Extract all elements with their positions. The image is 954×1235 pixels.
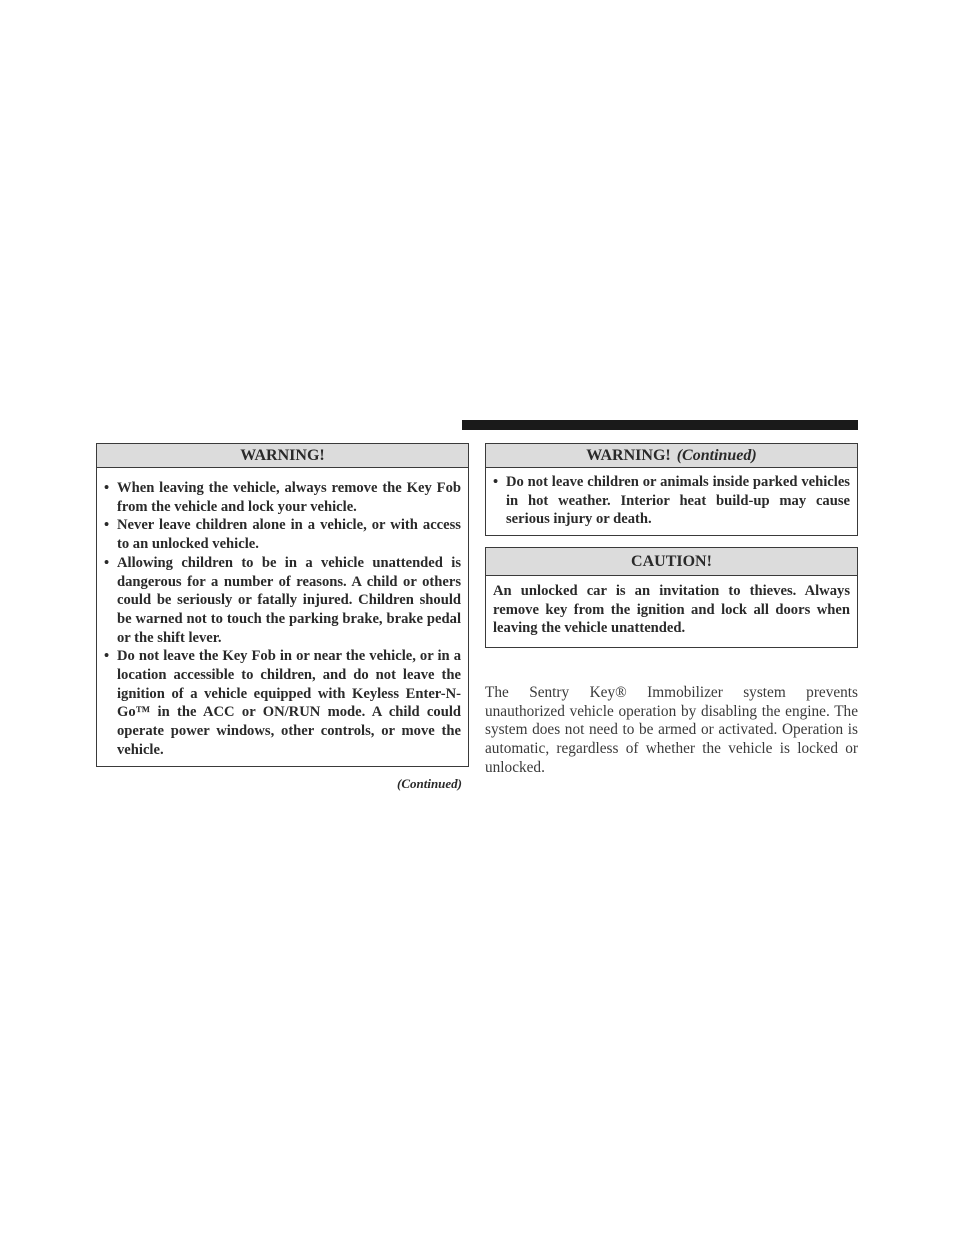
warning-item: • When leaving the vehicle, always remove the Key Fob from the vehicle and lock your vehicle. [104, 479, 461, 516]
warning-box [96, 443, 469, 767]
warning-list [104, 479, 461, 760]
warning-title: WARNING! [97, 444, 468, 468]
warning-item: • Allowing children to be in a vehicle unattended is dangerous for a number of reasons. A child or others could be seriously or fatally injured. Children should be warned not to touch the parking brake, brake pedal or the shift lever. [104, 554, 461, 648]
warning-continued-body [486, 468, 857, 529]
continued-label: (Continued) [396, 776, 462, 791]
warning-continued-item: • Do not leave children or animals inside parked vehicles in hot weather. Interior heat build-up may cause serious injury or death. [493, 473, 850, 529]
warning-item: • Never leave children alone in a vehicle, or with access to an unlocked vehicle. [104, 516, 461, 553]
immobilizer-paragraph: The Sentry Key® Immobilizer system prevents unauthorized vehicle operation by disabling the engine. The system does not need to be armed or activated. Operation is automatic, regardless of whether the vehicle is locked or unlocked. [485, 684, 858, 776]
warning-continued-list [493, 473, 850, 529]
warning-item: • Do not leave the Key Fob in or near the vehicle, or in a location accessible to children, and do not leave the ignition of a vehicle equipped with Keyless Enter-N-Go™ in the ACC or ON/RUN mode. A child could operate power windows, other controls, or move the vehicle. [104, 647, 461, 759]
warning-continued-suffix: (Continued) [676, 447, 757, 464]
warning-continued-title-text: WARNING! [586, 447, 671, 464]
warning-body [97, 468, 468, 760]
section-header-bar [462, 420, 858, 430]
warning-continued-box [485, 443, 858, 536]
caution-box [485, 547, 858, 648]
warning-continued-title [486, 444, 857, 468]
caution-text: An unlocked car is an invitation to thieves. Always remove key from the ignition and lock all doors when leaving the vehicle unattended. [493, 583, 850, 637]
caution-title: CAUTION! [486, 548, 857, 576]
